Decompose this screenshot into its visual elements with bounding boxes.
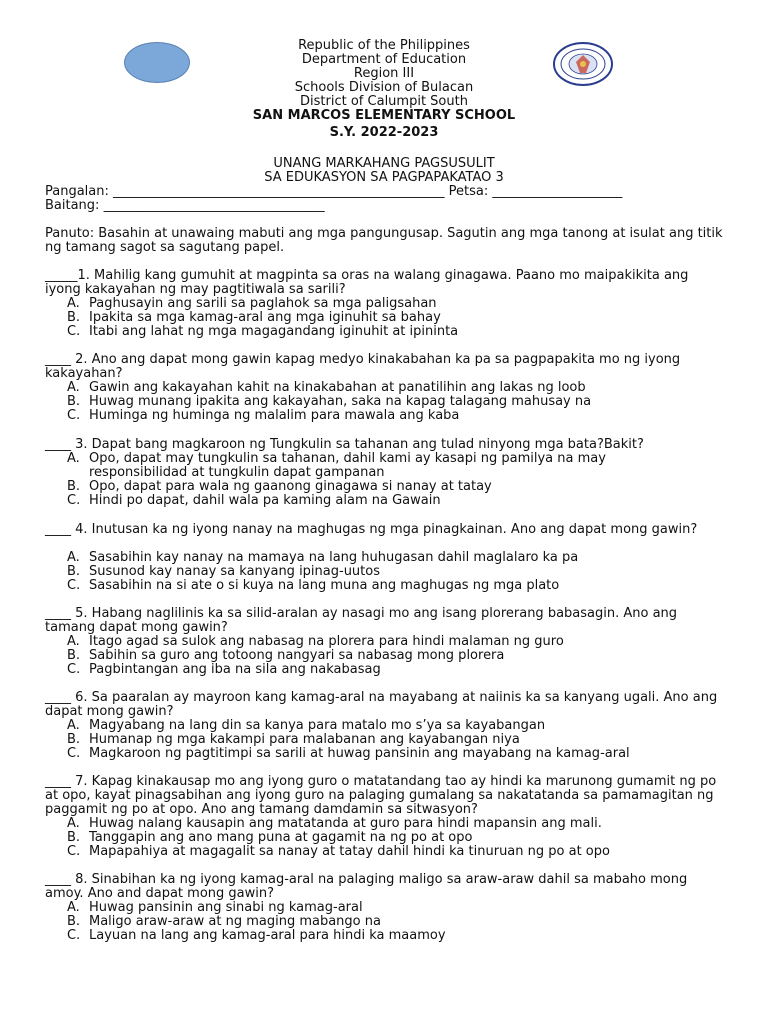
q3-choice-c: C. Hindi po dapat, dahil wala pa kaming alam na Gawain xyxy=(67,493,441,508)
header-line-1: Republic of the Philippines xyxy=(298,38,470,53)
q2-choice-b: B. Huwag munang ipakita ang kakayahan, saka na kapag talagang mahusay na xyxy=(67,394,592,409)
q1-choice-c: C. Itabi ang lahat ng mga magagandang iginuhit at ipininta xyxy=(67,324,459,339)
question-1: _____1. Mahilig kang gumuhit at magpinta sa oras na walang ginagawa. Paano mo maipakikita ang iyong kakayahan ng may pagtitiwala sa sarili? xyxy=(45,268,689,297)
q4-choice-a: A. Sasabihin kay nanay na mamaya na lang huhugasan dahil maglalaro ka pa xyxy=(67,550,579,565)
school-year: S.Y. 2022-2023 xyxy=(329,125,439,140)
exam-title: UNANG MARKAHANG PAGSUSULIT xyxy=(273,156,495,171)
q7-choice-c: C. Mapapahiya at magagalit sa nanay at tatay dahil hindi ka tinuruan ng po at opo xyxy=(67,844,610,859)
q4-choice-c: C. Sasabihin na si ate o si kuya na lang muna ang maghugas ng mga plato xyxy=(67,578,560,593)
q5-choice-c: C. Pagbintangan ang iba na sila ang nakabasag xyxy=(67,662,381,677)
exam-subject: SA EDUKASYON SA PAGPAPAKATAO 3 xyxy=(264,170,504,185)
q4-choice-b: B. Susunod kay nanay sa kanyang ipinag-uutos xyxy=(67,564,380,579)
q5-choice-b: B. Sabihin sa guro ang totoong nangyari sa nabasag mong plorera xyxy=(67,648,505,663)
q8-choice-c: C. Layuan na lang ang kamag-aral para hindi ka maamoy xyxy=(67,928,446,943)
q7-choice-b: B. Tanggapin ang ano mang puna at gagamit na ng po at opo xyxy=(67,830,473,845)
q1-choice-b: B. Ipakita sa mga kamag-aral ang mga iginuhit sa bahay xyxy=(67,310,441,325)
q1-choice-a: A. Paghusayin ang sarili sa paglahok sa mga paligsahan xyxy=(67,296,437,311)
header-line-5: District of Calumpit South xyxy=(300,94,468,109)
header-line-3: Region III xyxy=(353,66,415,81)
grade-field[interactable]: Baitang: __________________________________ xyxy=(45,198,325,213)
question-2: ____ 2. Ano ang dapat mong gawin kapag medyo kinakabahan ka pa sa pagpapakita mo ng iyong kakayahan? xyxy=(45,352,681,381)
q6-choice-b: B. Humanap ng mga kakampi para malabanan ang kayabangan niya xyxy=(67,732,520,747)
q3-choice-a: A. Opo, dapat may tungkulin sa tahanan, dahil kami ay kasapi ng pamilya na may xyxy=(67,451,606,466)
q2-choice-a: A. Gawin ang kakayahan kahit na kinakabahan at panatilihin ang lakas ng loob xyxy=(67,380,586,395)
question-5: ____ 5. Habang naglilinis ka sa silid-aralan ay nasagi mo ang isang plorerang babasagin. Ano ang tamang dapat mong gawin? xyxy=(45,606,678,635)
q6-choice-c: C. Magkaroon ng pagtitimpi sa sarili at huwag pansinin ang mayabang na kamag-aral xyxy=(67,746,630,761)
name-date-field[interactable]: Pangalan: ___________________________________________________ Petsa: ____________________ xyxy=(45,184,623,199)
question-4: ____ 4. Inutusan ka ng iyong nanay na maghugas ng mga pinagkainan. Ano ang dapat mong gawin? xyxy=(45,522,698,537)
header-line-2: Department of Education xyxy=(301,52,467,67)
q3-choice-a-cont: responsibilidad at tungkulin dapat gampanan xyxy=(89,465,385,480)
q6-choice-a: A. Magyabang na lang din sa kanya para matalo mo s’ya sa kayabangan xyxy=(67,718,546,733)
school-name: SAN MARCOS ELEMENTARY SCHOOL xyxy=(252,108,516,123)
header-line-4: Schools Division of Bulacan xyxy=(294,80,474,95)
q5-choice-a: A. Itago agad sa sulok ang nabasag na plorera para hindi malaman ng guro xyxy=(67,634,564,649)
q2-choice-c: C. Huminga ng huminga ng malalim para mawala ang kaba xyxy=(67,408,460,423)
q8-choice-b: B. Maligo araw-araw at ng maging mabango na xyxy=(67,914,381,929)
question-7: ____ 7. Kapag kinakausap mo ang iyong guro o matatandang tao ay hindi ka marunong gumamit ng po at opo, kayat pinagsabihan ang iyong guro na palaging gumalang sa nakatatanda sa pamamagitan ng paggamit ng po at opo. Ano ang tamang damdamin sa sitwasyon? xyxy=(45,774,717,817)
question-8: ____ 8. Sinabihan ka ng iyong kamag-aral na palaging maligo sa araw-araw dahil sa mabaho mong amoy. Ano and dapat mong gawin? xyxy=(45,872,688,901)
q8-choice-a: A. Huwag pansinin ang sinabi ng kamag-aral xyxy=(67,900,363,915)
instructions: Panuto: Basahin at unawaing mabuti ang mga pangungusap. Sagutin ang mga tanong at isulat ang titik ng tamang sagot sa sagutang papel. xyxy=(45,226,723,255)
q3-choice-b: B. Opo, dapat para wala ng gaanong ginagawa si nanay at tatay xyxy=(67,479,492,494)
q7-choice-a: A. Huwag nalang kausapin ang matatanda at guro para hindi mapansin ang mali. xyxy=(67,816,602,831)
question-3: ____ 3. Dapat bang magkaroon ng Tungkulin sa tahanan ang tulad ninyong mga bata?Bakit? xyxy=(45,437,644,452)
question-6: ____ 6. Sa paaralan ay mayroon kang kamag-aral na mayabang at naiinis ka sa kanyang ugali. Ano ang dapat mong gawin? xyxy=(45,690,718,719)
